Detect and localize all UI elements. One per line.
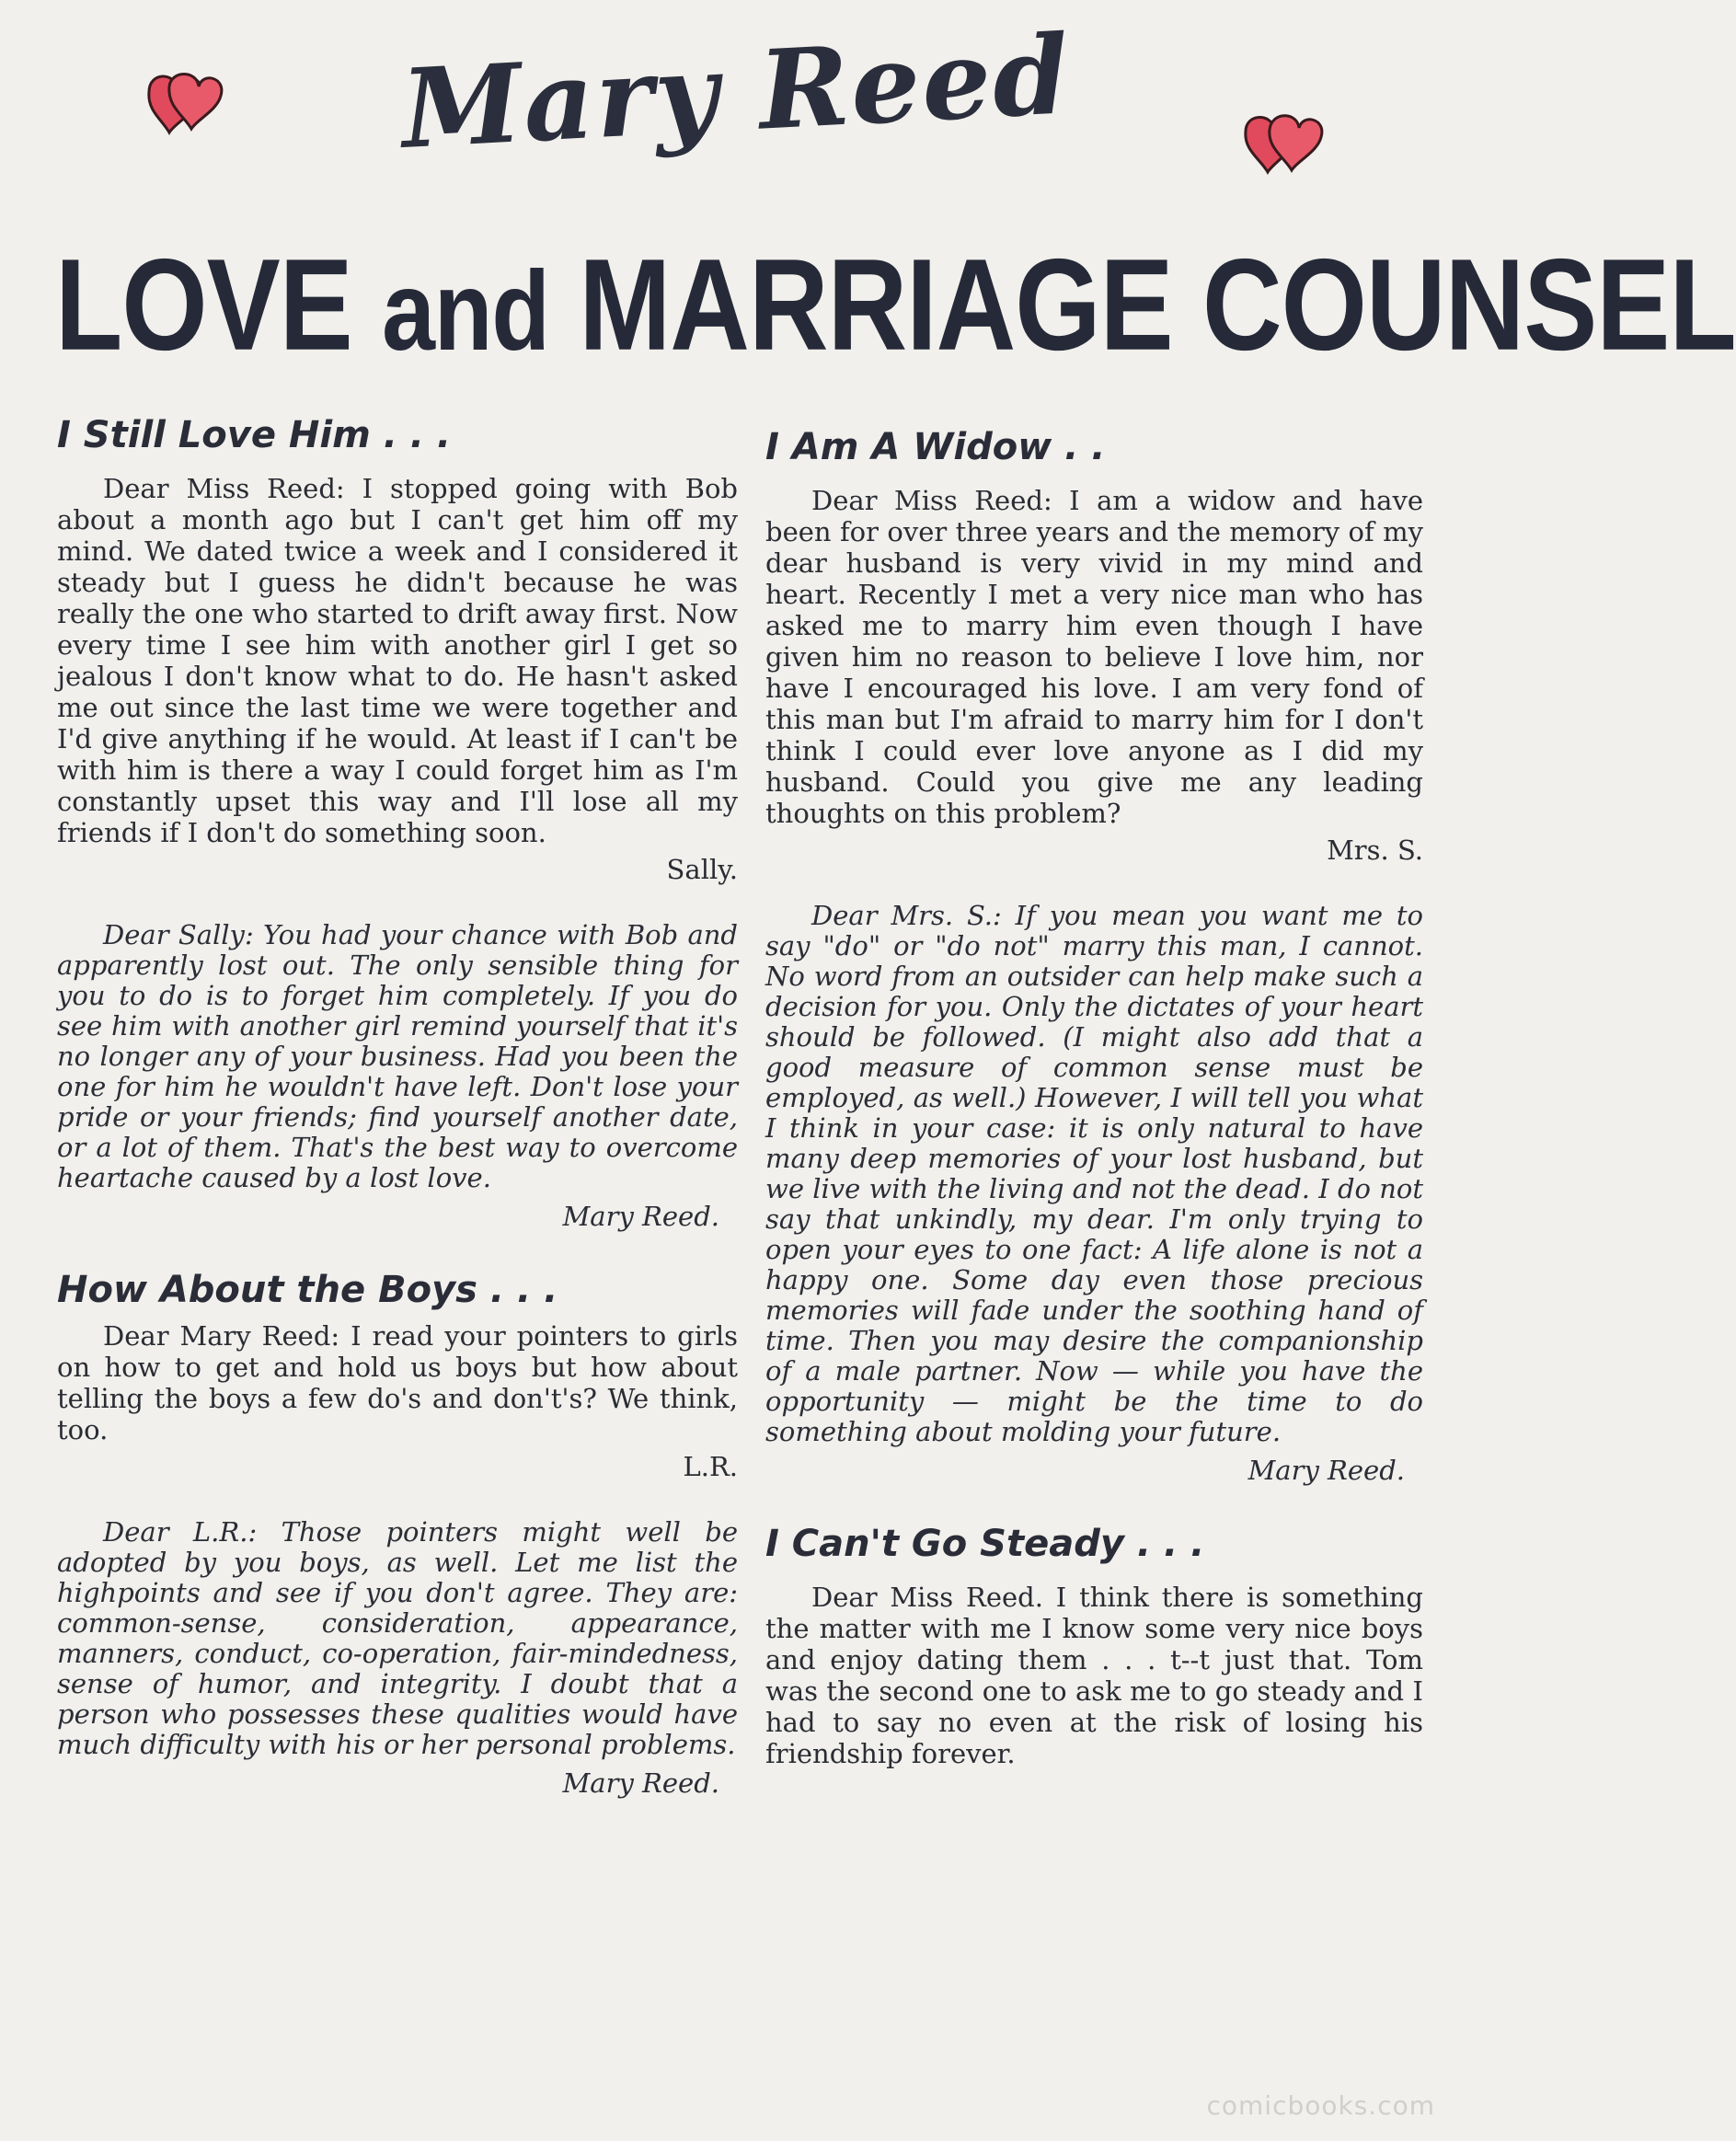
reader-letter: Dear Miss Reed: I stopped going with Bob about a month ago but I can't get him off my mind. We dated twice a week and I considered it steady but I guess he didn't because he was really the one who started to drift away first. Now every time I see him with another girl I get so jealous I don't know what to do. He hasn't asked me out since the last time we were together and I'd give anything if he would. At least if I can't be with him is there a way I could forget him as I'm constantly upset this way and I'll lose all my friends if I don't do something soon. (57, 473, 738, 848)
letter-signature: L.R. (683, 1451, 738, 1482)
letter-signature: Sally. (666, 854, 738, 885)
section-heading: How About the Boys . . . (57, 1269, 558, 1311)
advice-section (765, 426, 1423, 1486)
reply-signature: Mary Reed. (562, 1767, 719, 1799)
right-column (765, 426, 1423, 1806)
script-title: Mary Reed (398, 10, 1074, 173)
main-title-part3: MARRIAGE COUNSEL (548, 232, 1736, 378)
section-heading: I Can't Go Steady . . . (765, 1523, 1205, 1565)
main-title-part1: LOVE (55, 232, 383, 378)
section-heading: I Still Love Him . . . (57, 414, 452, 456)
advice-section (57, 414, 738, 1232)
counsel-reply: Dear Mrs. S.: If you mean you want me to say "do" or "do not" marry this man, I cannot. No word from an outsider can help make such a decision for you. Only the dictates of your heart should be followed. (I might also add that a good measure of common sense must be employed, as well.) However, I will tell you what I think in your case: it is only natural to have many deep memories of your lost husband, but we live with the living and not the dead. I do not say that unkindly, my dear. I'm only trying to open your eyes to one fact: A life alone is not a happy one. Some day even those precious memories will fade under the soothing hand of time. Then you may desire the companionship of a male partner. Now — while you have the opportunity — might be the time to do something about molding your future. (765, 900, 1423, 1447)
left-column (57, 414, 738, 1836)
main-title-part2: and (382, 248, 549, 374)
advice-section (57, 1269, 738, 1799)
letter-signature: Mrs. S. (1327, 835, 1423, 866)
reader-letter: Dear Miss Reed: I am a widow and have been for over three years and the memory of my dear husband is very vivid in my mind and heart. Recently I met a very nice man who has asked me to marry him even though I have given him no reason to believe I love him, nor have I encouraged his love. I am very fond of this man but I'm afraid to marry him for I don't think I could ever love anyone as I did my husband. Could you give me any leading thoughts on this problem? (765, 485, 1423, 829)
main-title (55, 230, 1736, 380)
reply-signature: Mary Reed. (562, 1201, 719, 1232)
advice-section (765, 1523, 1423, 1769)
reply-signature: Mary Reed. (1247, 1455, 1405, 1486)
reader-letter: Dear Mary Reed: I read your pointers to girls on how to get and hold us boys but how about telling the boys a few do's and don't's? We think, too. (57, 1320, 738, 1445)
section-heading: I Am A Widow . . (765, 426, 1106, 468)
counsel-reply: Dear Sally: You had your chance with Bob and apparently lost out. The only sensible thing for you to do is to forget him completely. If you do see him with another girl remind yourself that it's no longer any of your business. Had you been the one for him he wouldn't have left. Don't lose your pride or your friends; find yourself another date, or a lot of them. That's the best way to overcome heartache caused by a lost love. (57, 919, 738, 1193)
site-watermark: comicbooks.com (1206, 2090, 1435, 2121)
counsel-reply: Dear L.R.: Those pointers might well be adopted by you boys, as well. Let me list the highpoints and see if you don't agree. They are: common-sense, consideration, appearance, manners, conduct, co-operation, fair-mindedness, sense of humor, and integrity. I doubt that a person who possesses these qualities would have much difficulty with his or her personal problems. (57, 1516, 738, 1760)
reader-letter: Dear Miss Reed. I think there is something the matter with me I know some very nice boys and enjoy dating them . . . t--t just that. Tom was the second one to ask me to go steady and I had to say no even at the risk of losing his friendship forever. (765, 1582, 1423, 1769)
